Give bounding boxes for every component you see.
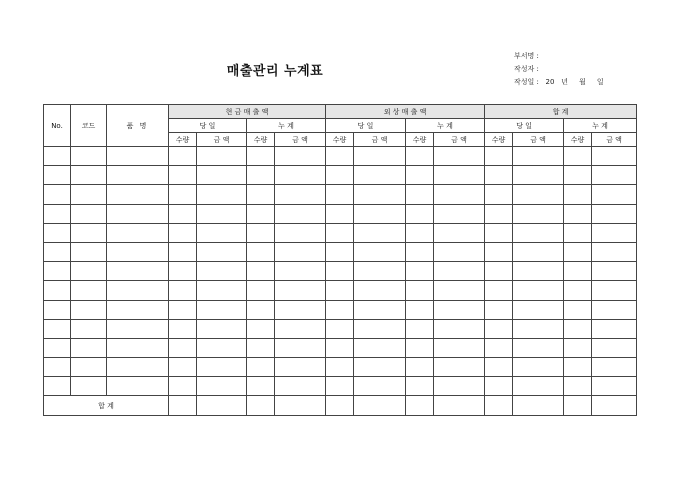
table-cell[interactable] <box>326 338 354 357</box>
table-cell[interactable] <box>197 281 247 300</box>
table-cell[interactable] <box>71 204 107 223</box>
table-cell[interactable] <box>592 319 637 338</box>
table-cell[interactable] <box>485 185 513 204</box>
table-cell[interactable] <box>354 223 406 242</box>
header-qty: 수량 <box>326 133 354 147</box>
table-cell[interactable] <box>434 242 485 261</box>
table-row <box>44 281 637 300</box>
table-cell[interactable] <box>354 358 406 377</box>
table-cell[interactable] <box>406 242 434 261</box>
table-cell[interactable] <box>275 338 326 357</box>
table-cell[interactable] <box>275 262 326 281</box>
table-cell[interactable] <box>326 147 354 166</box>
table-cell[interactable] <box>107 166 169 185</box>
header-item: 품 명 <box>107 105 169 147</box>
table-cell[interactable] <box>71 242 107 261</box>
table-cell[interactable] <box>434 377 485 396</box>
header-credit-sales: 외 상 매 출 액 <box>326 105 485 119</box>
table-cell[interactable] <box>44 319 71 338</box>
table-cell[interactable] <box>169 262 197 281</box>
table-cell[interactable] <box>434 319 485 338</box>
table-cell[interactable] <box>197 204 247 223</box>
table-cell[interactable] <box>107 319 169 338</box>
table-cell[interactable] <box>513 319 564 338</box>
table-cell[interactable] <box>513 358 564 377</box>
table-cell[interactable] <box>564 338 592 357</box>
table-cell[interactable] <box>564 262 592 281</box>
table-cell[interactable] <box>197 242 247 261</box>
table-cell[interactable] <box>406 338 434 357</box>
table-cell[interactable] <box>44 185 71 204</box>
table-cell[interactable] <box>564 242 592 261</box>
table-cell[interactable] <box>326 204 354 223</box>
table-cell[interactable] <box>592 262 637 281</box>
table-cell[interactable] <box>434 338 485 357</box>
table-cell[interactable] <box>197 166 247 185</box>
table-cell[interactable] <box>326 223 354 242</box>
table-cell[interactable] <box>44 338 71 357</box>
table-cell[interactable] <box>44 262 71 281</box>
table-cell[interactable] <box>169 185 197 204</box>
table-cell[interactable] <box>169 358 197 377</box>
table-cell[interactable] <box>107 358 169 377</box>
table-cell[interactable] <box>71 223 107 242</box>
sales-ledger-table <box>43 104 637 416</box>
header-qty: 수량 <box>247 133 275 147</box>
table-cell[interactable] <box>71 300 107 319</box>
table-cell[interactable] <box>247 281 275 300</box>
table-cell[interactable] <box>354 377 406 396</box>
table-cell[interactable] <box>275 358 326 377</box>
header-amount: 금 액 <box>275 133 326 147</box>
total-cell[interactable] <box>592 396 637 415</box>
table-cell[interactable] <box>107 377 169 396</box>
table-cell[interactable] <box>197 377 247 396</box>
table-cell[interactable] <box>513 281 564 300</box>
table-cell[interactable] <box>107 338 169 357</box>
table-cell[interactable] <box>275 281 326 300</box>
table-cell[interactable] <box>169 147 197 166</box>
total-cell[interactable] <box>326 396 354 415</box>
table-row <box>44 242 637 261</box>
table-row <box>44 377 637 396</box>
table-cell[interactable] <box>434 185 485 204</box>
table-cell[interactable] <box>247 242 275 261</box>
table-cell[interactable] <box>44 242 71 261</box>
table-cell[interactable] <box>564 377 592 396</box>
table-cell[interactable] <box>513 242 564 261</box>
table-cell[interactable] <box>406 358 434 377</box>
table-cell[interactable] <box>275 319 326 338</box>
table-cell[interactable] <box>247 377 275 396</box>
table-cell[interactable] <box>513 377 564 396</box>
table-cell[interactable] <box>44 223 71 242</box>
table-cell[interactable] <box>592 377 637 396</box>
header-daily: 당 일 <box>485 119 564 133</box>
table-cell[interactable] <box>275 204 326 223</box>
table-cell[interactable] <box>197 338 247 357</box>
table-cell[interactable] <box>107 281 169 300</box>
table-cell[interactable] <box>275 166 326 185</box>
table-cell[interactable] <box>247 262 275 281</box>
table-cell[interactable] <box>434 300 485 319</box>
total-cell[interactable] <box>406 396 434 415</box>
header-no: No. <box>44 105 71 147</box>
table-cell[interactable] <box>354 319 406 338</box>
table-cell[interactable] <box>107 242 169 261</box>
total-label: 합 계 <box>44 396 169 415</box>
page-title: 매출관리 누계표 <box>226 64 324 79</box>
table-cell[interactable] <box>107 204 169 223</box>
table-cell[interactable] <box>485 358 513 377</box>
table-cell[interactable] <box>197 262 247 281</box>
table-cell[interactable] <box>197 223 247 242</box>
table-cell[interactable] <box>564 166 592 185</box>
table-cell[interactable] <box>107 185 169 204</box>
table-cell[interactable] <box>513 185 564 204</box>
table-cell[interactable] <box>592 147 637 166</box>
table-cell[interactable] <box>354 242 406 261</box>
date-field: 작성일 : 20 년 월 일 <box>514 78 604 86</box>
table-cell[interactable] <box>169 281 197 300</box>
header-amount: 금 액 <box>434 133 485 147</box>
header-amount: 금 액 <box>197 133 247 147</box>
table-cell[interactable] <box>564 147 592 166</box>
table-cell[interactable] <box>71 377 107 396</box>
table-cell[interactable] <box>275 185 326 204</box>
table-cell[interactable] <box>592 223 637 242</box>
table-cell[interactable] <box>434 358 485 377</box>
table-cell[interactable] <box>564 281 592 300</box>
header-qty: 수량 <box>564 133 592 147</box>
table-cell[interactable] <box>169 319 197 338</box>
total-cell[interactable] <box>275 396 326 415</box>
table-cell[interactable] <box>354 185 406 204</box>
header-amount: 금 액 <box>513 133 564 147</box>
total-cell[interactable] <box>197 396 247 415</box>
table-cell[interactable] <box>326 185 354 204</box>
table-cell[interactable] <box>564 204 592 223</box>
header-code: 코드 <box>71 105 107 147</box>
dept-field: 부서명 : <box>514 52 539 60</box>
table-cell[interactable] <box>71 338 107 357</box>
table-cell[interactable] <box>513 338 564 357</box>
table-cell[interactable] <box>275 223 326 242</box>
table-cell[interactable] <box>434 204 485 223</box>
header-daily: 당 일 <box>326 119 406 133</box>
table-cell[interactable] <box>169 300 197 319</box>
table-cell[interactable] <box>406 281 434 300</box>
table-cell[interactable] <box>406 166 434 185</box>
table-cell[interactable] <box>564 358 592 377</box>
table-cell[interactable] <box>326 166 354 185</box>
table-cell[interactable] <box>406 377 434 396</box>
total-cell[interactable] <box>564 396 592 415</box>
table-cell[interactable] <box>169 166 197 185</box>
table-cell[interactable] <box>354 281 406 300</box>
total-row <box>44 396 637 415</box>
table-cell[interactable] <box>197 185 247 204</box>
table-cell[interactable] <box>197 300 247 319</box>
table-cell[interactable] <box>485 338 513 357</box>
table-cell[interactable] <box>169 204 197 223</box>
total-cell[interactable] <box>434 396 485 415</box>
table-cell[interactable] <box>275 242 326 261</box>
total-cell[interactable] <box>485 396 513 415</box>
table-cell[interactable] <box>326 358 354 377</box>
table-cell[interactable] <box>326 377 354 396</box>
header-amount: 금 액 <box>354 133 406 147</box>
table-cell[interactable] <box>275 147 326 166</box>
table-cell[interactable] <box>354 338 406 357</box>
table-cell[interactable] <box>169 223 197 242</box>
table-cell[interactable] <box>406 300 434 319</box>
table-cell[interactable] <box>169 377 197 396</box>
table-cell[interactable] <box>485 300 513 319</box>
table-cell[interactable] <box>485 319 513 338</box>
table-cell[interactable] <box>485 281 513 300</box>
table-cell[interactable] <box>247 300 275 319</box>
table-cell[interactable] <box>354 166 406 185</box>
table-cell[interactable] <box>326 242 354 261</box>
table-cell[interactable] <box>485 242 513 261</box>
table-cell[interactable] <box>247 185 275 204</box>
table-cell[interactable] <box>71 319 107 338</box>
table-cell[interactable] <box>485 147 513 166</box>
table-cell[interactable] <box>564 319 592 338</box>
total-cell[interactable] <box>247 396 275 415</box>
header-qty: 수량 <box>406 133 434 147</box>
table-cell[interactable] <box>592 242 637 261</box>
table-cell[interactable] <box>44 358 71 377</box>
table-cell[interactable] <box>107 262 169 281</box>
table-cell[interactable] <box>275 300 326 319</box>
table-cell[interactable] <box>513 300 564 319</box>
table-cell[interactable] <box>107 147 169 166</box>
table-cell[interactable] <box>44 281 71 300</box>
table-cell[interactable] <box>107 300 169 319</box>
table-cell[interactable] <box>485 204 513 223</box>
table-cell[interactable] <box>434 147 485 166</box>
table-cell[interactable] <box>44 300 71 319</box>
table-cell[interactable] <box>44 147 71 166</box>
table-cell[interactable] <box>169 338 197 357</box>
table-cell[interactable] <box>564 300 592 319</box>
table-cell[interactable] <box>247 338 275 357</box>
table-cell[interactable] <box>44 377 71 396</box>
table-cell[interactable] <box>71 281 107 300</box>
table-cell[interactable] <box>326 262 354 281</box>
table-cell[interactable] <box>485 262 513 281</box>
table-cell[interactable] <box>71 185 107 204</box>
table-cell[interactable] <box>434 166 485 185</box>
table-cell[interactable] <box>247 319 275 338</box>
table-cell[interactable] <box>513 223 564 242</box>
header-cash-sales: 현 금 매 출 액 <box>169 105 326 119</box>
table-cell[interactable] <box>434 262 485 281</box>
table-cell[interactable] <box>513 262 564 281</box>
header-total: 합 계 <box>485 105 637 119</box>
table-row <box>44 147 637 166</box>
table-cell[interactable] <box>354 204 406 223</box>
table-cell[interactable] <box>71 358 107 377</box>
table-cell[interactable] <box>592 185 637 204</box>
table-cell[interactable] <box>485 223 513 242</box>
table-cell[interactable] <box>406 185 434 204</box>
table-cell[interactable] <box>406 147 434 166</box>
table-cell[interactable] <box>107 223 169 242</box>
table-cell[interactable] <box>564 223 592 242</box>
total-cell[interactable] <box>354 396 406 415</box>
table-cell[interactable] <box>434 223 485 242</box>
table-cell[interactable] <box>406 223 434 242</box>
table-row <box>44 358 637 377</box>
table-cell[interactable] <box>354 300 406 319</box>
table-cell[interactable] <box>71 166 107 185</box>
table-cell[interactable] <box>197 319 247 338</box>
table-cell[interactable] <box>326 319 354 338</box>
table-row <box>44 319 637 338</box>
table-cell[interactable] <box>247 166 275 185</box>
table-cell[interactable] <box>71 262 107 281</box>
header-cumulative: 누 계 <box>564 119 637 133</box>
table-cell[interactable] <box>275 377 326 396</box>
table-cell[interactable] <box>592 281 637 300</box>
header-cumulative: 누 계 <box>247 119 326 133</box>
table-cell[interactable] <box>434 281 485 300</box>
table-cell[interactable] <box>406 262 434 281</box>
header-cumulative: 누 계 <box>406 119 485 133</box>
header-amount: 금 액 <box>592 133 637 147</box>
table-cell[interactable] <box>485 377 513 396</box>
table-cell[interactable] <box>592 300 637 319</box>
table-row <box>44 223 637 242</box>
total-cell[interactable] <box>513 396 564 415</box>
table-cell[interactable] <box>564 185 592 204</box>
total-cell[interactable] <box>169 396 197 415</box>
table-cell[interactable] <box>326 300 354 319</box>
table-cell[interactable] <box>513 166 564 185</box>
header-qty: 수량 <box>485 133 513 147</box>
header-daily: 당 일 <box>169 119 247 133</box>
table-cell[interactable] <box>197 147 247 166</box>
table-cell[interactable] <box>44 204 71 223</box>
author-field: 작성자 : <box>514 65 539 73</box>
table-row <box>44 204 637 223</box>
table-cell[interactable] <box>513 204 564 223</box>
table-cell[interactable] <box>592 204 637 223</box>
header-qty: 수량 <box>169 133 197 147</box>
table-cell[interactable] <box>247 223 275 242</box>
table-row <box>44 185 637 204</box>
table-row <box>44 166 637 185</box>
table-cell[interactable] <box>485 166 513 185</box>
table-cell[interactable] <box>406 204 434 223</box>
table-cell[interactable] <box>354 147 406 166</box>
table-cell[interactable] <box>197 358 247 377</box>
table-cell[interactable] <box>406 319 434 338</box>
table-cell[interactable] <box>169 242 197 261</box>
table-cell[interactable] <box>513 147 564 166</box>
table-cell[interactable] <box>44 166 71 185</box>
table-cell[interactable] <box>592 338 637 357</box>
table-row <box>44 300 637 319</box>
table-row <box>44 262 637 281</box>
table-cell[interactable] <box>354 262 406 281</box>
table-cell[interactable] <box>247 147 275 166</box>
table-cell[interactable] <box>592 166 637 185</box>
table-row <box>44 338 637 357</box>
table-cell[interactable] <box>247 358 275 377</box>
table-cell[interactable] <box>592 358 637 377</box>
table-cell[interactable] <box>71 147 107 166</box>
table-cell[interactable] <box>247 204 275 223</box>
table-cell[interactable] <box>326 281 354 300</box>
